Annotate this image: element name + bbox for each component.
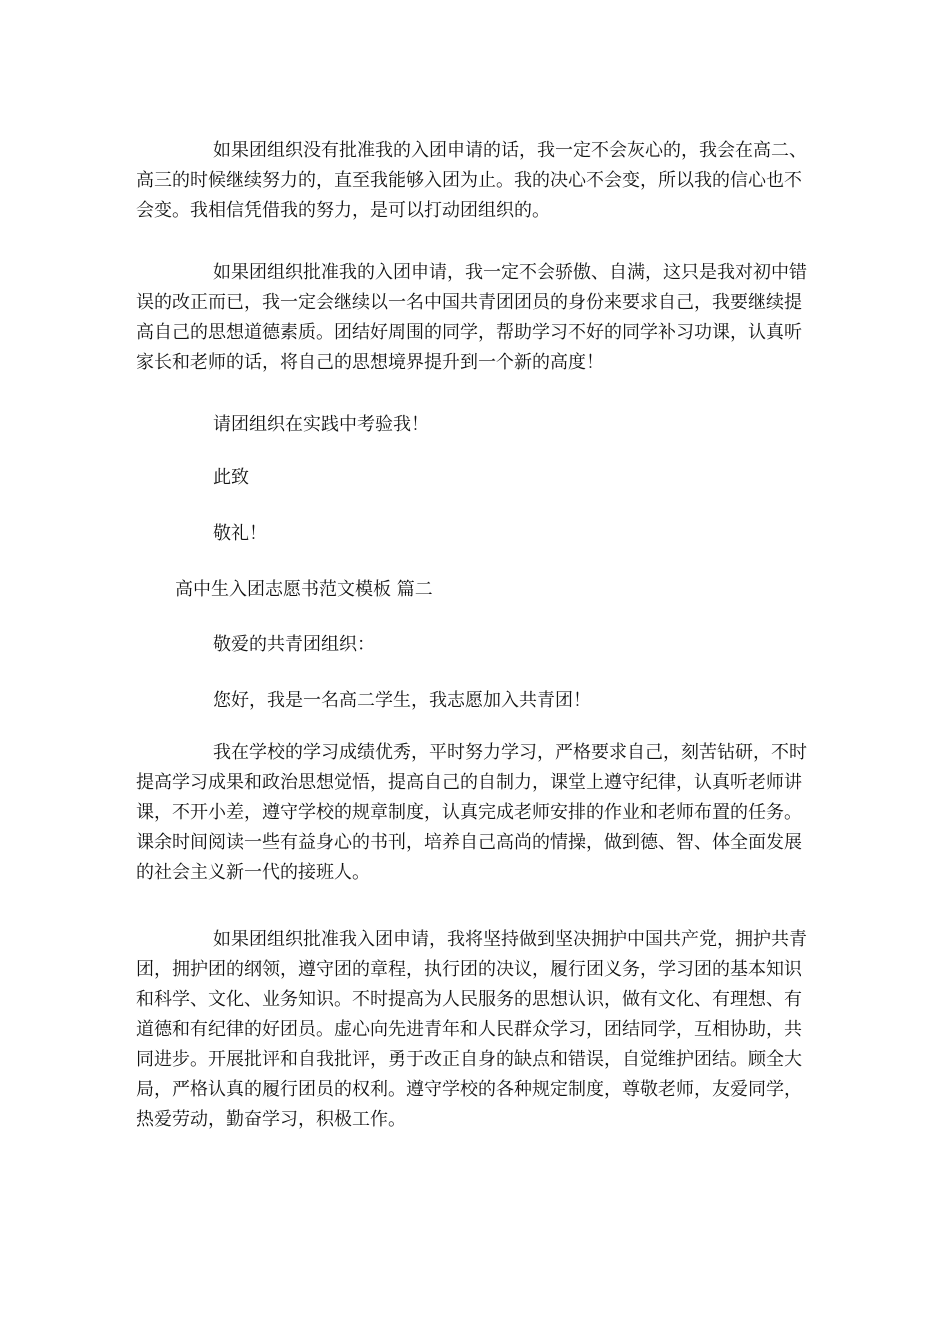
closing-salutation: 此致 xyxy=(213,467,249,488)
paragraph-test-me: 请团组织在实践中考验我！ xyxy=(213,414,429,435)
paragraph-no-approval: 如果团组织没有批准我的入团申请的话，我一定不会灰心的，我会在高二、高三的时候继续努力的，直至我能够入团为止。我的决心不会变，所以我的信心也不会变。我相信凭借我的努力，是可以打动团组织的。 xyxy=(136,140,807,221)
introduction: 您好，我是一名高二学生，我志愿加入共青团！ xyxy=(213,690,591,711)
greeting: 敬爱的共青团组织： xyxy=(213,634,375,655)
closing-regards: 敬礼！ xyxy=(213,523,267,544)
paragraph-commitment: 如果团组织批准我入团申请，我将坚持做到坚决拥护中国共产党，拥护共青团，拥护团的纲领，遵守团的章程，执行团的决议，履行团义务，学习团的基本知识和科学、文化、业务知识。不时提高为人民服务的思想认识，做有文化、有理想、有道德和有纪律的好团员。虚心向先进青年和人民群众学习，团结同学，互相协助，共同进步。开展批评和自我批评，勇于改正自身的缺点和错误，自觉维护团结。顾全大局，严格认真的履行团员的权利。遵守学校的各种规定制度，尊敬老师，友爱同学，热爱劳动，勤奋学习，积极工作。 xyxy=(136,929,807,1130)
paragraph-study-performance: 我在学校的学习成绩优秀，平时努力学习，严格要求自己，刻苦钻研，不时提高学习成果和政治思想觉悟，提高自己的自制力，课堂上遵守纪律，认真听老师讲课，不开小差，遵守学校的规章制度，认真完成老师安排的作业和老师布置的任务。课余时间阅读一些有益身心的书刊，培养自己高尚的情操，做到德、智、体全面发展的社会主义新一代的接班人。 xyxy=(136,742,807,883)
paragraph-if-approved: 如果团组织批准我的入团申请，我一定不会骄傲、自满，这只是我对初中错误的改正而已，我一定会继续以一名中国共青团团员的身份来要求自己，我要继续提高自己的思想道德素质。团结好周围的同学，帮助学习不好的同学补习功课，认真听家长和老师的话，将自己的思想境界提升到一个新的高度！ xyxy=(136,262,807,373)
section-heading: 高中生入团志愿书范文模板 篇二 xyxy=(175,579,433,600)
